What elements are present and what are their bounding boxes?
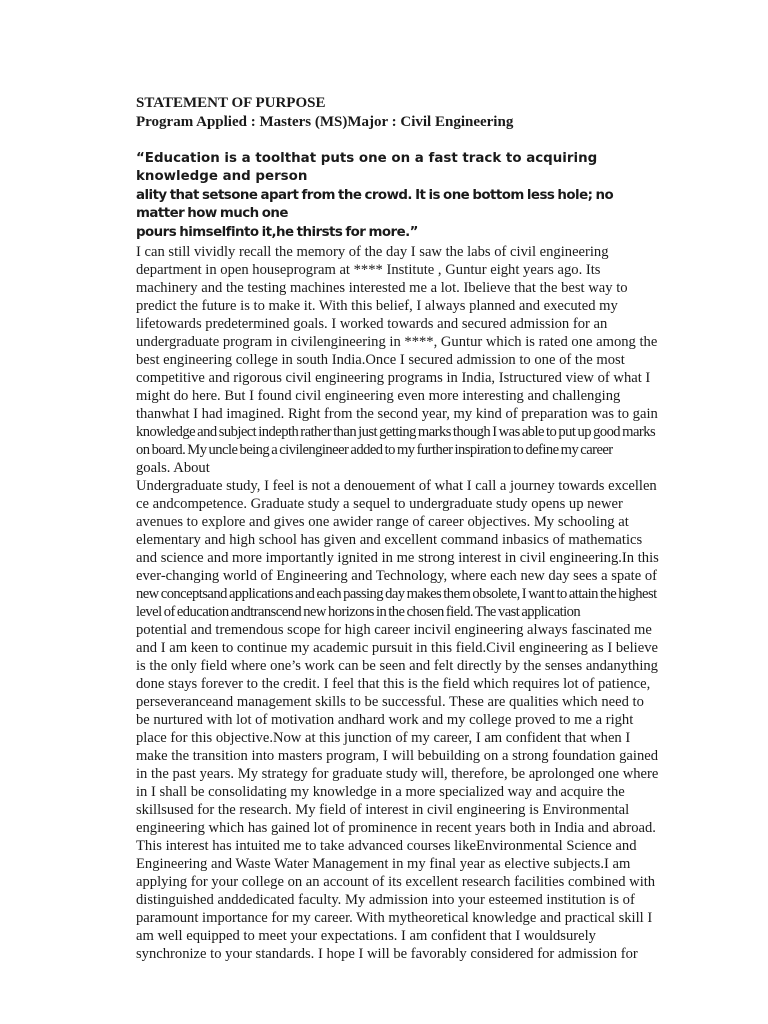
body-line: place for this objective.Now at this junction of my career, I am confident that when I: [136, 730, 631, 746]
body-line: ce andcompetence. Graduate study a sequel to undergraduate study opens up newer: [136, 496, 623, 512]
body-line: distinguished anddedicated faculty. My admission into your esteemed institution is of: [136, 892, 635, 908]
body-line: engineering which has gained lot of prominence in recent years both in India and abroad.: [136, 820, 656, 836]
body-line: perseveranceand management skills to be successful. These are qualities which need to: [136, 694, 644, 710]
body-line: in the past years. My strategy for graduate study will, therefore, be aprolonged one where: [136, 766, 659, 782]
body-line: paramount importance for my career. With mytheoretical knowledge and practical skill I: [136, 910, 653, 926]
body-line: applying for your college on an account of its excellent research facilities combined with: [136, 874, 656, 890]
body-line: skillsused for the research. My field of interest in civil engineering is Environmental: [136, 802, 630, 818]
body-line: department in open houseprogram at **** Institute , Guntur eight years ago. Its: [136, 262, 601, 278]
body-line: level of education andtranscend new horizons in the chosen field. The vast application: [136, 604, 581, 620]
body-line: Undergraduate study, I feel is not a denouement of what I call a journey towards excellen: [136, 478, 657, 494]
body-line: I can still vividly recall the memory of the day I saw the labs of civil engineering: [136, 244, 609, 260]
body-line: ever-changing world of Engineering and Technology, where each new day sees a spate of: [136, 568, 658, 584]
body-line: am well equipped to meet your expectations. I am confident that I wouldsurely: [136, 928, 596, 944]
body-line: goals. About: [136, 460, 210, 476]
program-line: Program Applied : Masters (MS)Major : Civil Engineering: [136, 114, 514, 130]
body-line: be nurtured with lot of motivation andhard work and my college proved to me a right: [136, 712, 634, 728]
body-line: best engineering college in south India.Once I secured admission to one of the most: [136, 352, 625, 368]
opening-quote: [136, 150, 656, 242]
body-line: in I shall be consolidating my knowledge in a more specialized way and acquire the: [136, 784, 625, 800]
body-line: undergraduate program in civilengineering in ****, Guntur which is rated one among the: [136, 334, 658, 350]
body-line: elementary and high school has given and excellent command inbasics of mathematics: [136, 532, 643, 548]
body-line: This interest has intuited me to take advanced courses likeEnvironmental Science and: [136, 838, 637, 854]
quote-line: pours himselfinto it,he thirsts for more.”: [136, 225, 418, 240]
body-line: and I am keen to continue my academic pursuit in this field.Civil engineering as I believe: [136, 640, 658, 656]
body-line: avenues to explore and gives one awider range of career objectives. My schooling at: [136, 514, 629, 530]
body-line: predict the future is to make it. With this belief, I always planned and executed my: [136, 298, 618, 314]
quote-line: ality that setsone apart from the crowd. It is one bottom less hole; no matter how much one: [136, 188, 614, 221]
body-line: lifetowards predetermined goals. I worked towards and secured admission for an: [136, 316, 608, 332]
body-line: machinery and the testing machines interested me a lot. Ibelieve that the best way to: [136, 280, 628, 296]
body-line: thanwhat I had imagined. Right from the second year, my kind of preparation was to gain: [136, 406, 658, 422]
body-line: new conceptsand applications and each passing day makes them obsolete, I want to attain the highest: [136, 586, 657, 602]
body-line: done stays forever to the credit. I feel that this is the field which requires lot of patience,: [136, 676, 651, 692]
body-line: is the only field where one’s work can be seen and felt directly by the senses andanything: [136, 658, 658, 674]
body-line: knowledge and subject indepth rather than just getting marks though I was able to put up good marks: [136, 424, 656, 440]
body-line: potential and tremendous scope for high career incivil engineering always fascinated me: [136, 622, 652, 638]
body-text: [136, 243, 659, 963]
body-line: synchronize to your standards. I hope I will be favorably considered for admission for: [136, 946, 638, 962]
body-line: and science and more importantly ignited in me strong interest in civil engineering.In this: [136, 550, 659, 566]
body-line: make the transition into masters program, I will bebuilding on a strong foundation gained: [136, 748, 659, 764]
body-line: on board. My uncle being a civilengineer added to my further inspiration to define my career: [136, 442, 613, 458]
body-line: competitive and rigorous civil engineering programs in India, Istructured view of what I: [136, 370, 651, 386]
quote-line: “Education is a toolthat puts one on a fast track to acquiring knowledge and person: [136, 151, 598, 184]
body-line: Engineering and Waste Water Management in my final year as elective subjects.I am: [136, 856, 631, 872]
document-title: STATEMENT OF PURPOSE: [136, 95, 326, 111]
body-line: might do here. But I found civil engineering even more interesting and challenging: [136, 388, 621, 404]
